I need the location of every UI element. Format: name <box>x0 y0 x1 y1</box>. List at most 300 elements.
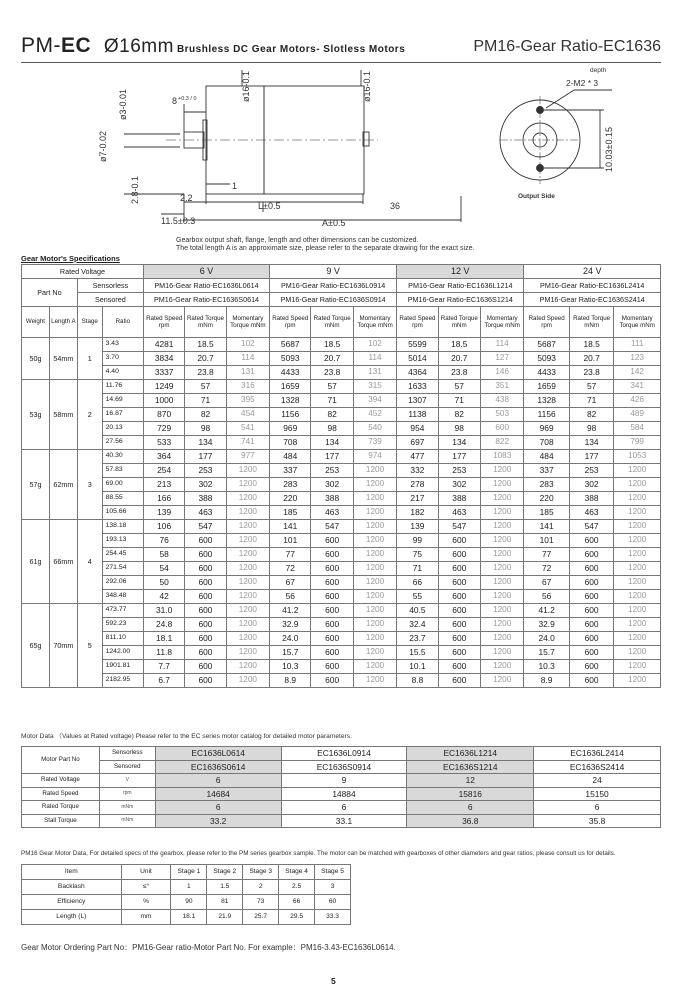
gear-cell: Length (L) <box>22 910 122 925</box>
momentary-cell: 1200 <box>614 590 661 604</box>
torque-cell: 600 <box>569 548 613 562</box>
momentary-cell: 1200 <box>480 590 523 604</box>
torque-cell: 18.5 <box>569 338 613 352</box>
torque-cell: 23.8 <box>311 366 353 380</box>
momentary-cell: 1200 <box>480 548 523 562</box>
motor-value-cell: 33.2 <box>155 814 281 828</box>
torque-cell: 600 <box>438 618 480 632</box>
momentary-cell: 974 <box>353 450 396 464</box>
motor-body <box>22 774 661 828</box>
motor-value-cell: 36.8 <box>407 814 534 828</box>
gear-header-cell: Unit <box>121 865 171 880</box>
speed-cell: 40.5 <box>397 604 438 618</box>
speed-cell: 213 <box>143 478 184 492</box>
momentary-cell: 111 <box>614 338 661 352</box>
momentary-cell: 1200 <box>480 520 523 534</box>
page-number: 5 <box>331 976 336 986</box>
part-sensored-12: PM16-Gear Ratio-EC1636S1214 <box>397 293 524 307</box>
momentary-cell: 1200 <box>226 590 269 604</box>
gear-cell: 21.9 <box>207 910 243 925</box>
momentary-cell: 1200 <box>614 674 661 688</box>
table-row <box>22 632 661 646</box>
momentary-cell: 1200 <box>353 534 396 548</box>
momentary-cell: 1200 <box>353 562 396 576</box>
speed-cell: 4433 <box>270 366 311 380</box>
dim-depth: depth <box>590 67 607 74</box>
motor-value-cell: 6 <box>155 774 281 788</box>
speed-cell: 278 <box>397 478 438 492</box>
torque-cell: 600 <box>311 618 353 632</box>
momentary-cell: 1200 <box>480 562 523 576</box>
speed-cell: 106 <box>143 520 184 534</box>
motor-value-cell: 24 <box>534 774 661 788</box>
torque-cell: 98 <box>438 422 480 436</box>
torque-cell: 600 <box>569 534 613 548</box>
gear-cell: 33.3 <box>315 910 351 925</box>
speed-cell: 24.0 <box>270 632 311 646</box>
momentary-cell: 1200 <box>226 604 269 618</box>
speed-cell: 1659 <box>270 380 311 394</box>
length-header: Length A <box>49 307 77 338</box>
gear-cell: 1 <box>171 880 207 895</box>
torque-cell: 600 <box>185 660 226 674</box>
momentary-cell: 1200 <box>226 548 269 562</box>
momentary-cell: 1200 <box>614 576 661 590</box>
gear-cell: 60 <box>315 895 351 910</box>
torque-cell: 177 <box>569 450 613 464</box>
torque-cell: 600 <box>311 604 353 618</box>
momentary-cell: 600 <box>480 422 523 436</box>
speed-cell: 708 <box>270 436 311 450</box>
dim-d16b: ø16-0.1 <box>362 70 372 102</box>
momentary-cell: 1200 <box>226 506 269 520</box>
gear-cell: 66 <box>279 895 315 910</box>
speed-cell: 283 <box>524 478 569 492</box>
speed-cell: 8.9 <box>524 674 569 688</box>
momentary-cell: 1200 <box>226 520 269 534</box>
title-prefix: PM- <box>21 34 61 57</box>
speed-cell: 1328 <box>524 394 569 408</box>
speed-cell: 185 <box>270 506 311 520</box>
momentary-cell: 1200 <box>614 534 661 548</box>
speed-cell: 139 <box>397 520 438 534</box>
momentary-cell: 1200 <box>614 646 661 660</box>
table-row <box>22 562 661 576</box>
speed-cell: 4433 <box>524 366 569 380</box>
speed-cell: 99 <box>397 534 438 548</box>
torque-cell: 23.8 <box>438 366 480 380</box>
table-row <box>22 576 661 590</box>
dim-one: 1 <box>232 181 238 191</box>
torque-cell: 600 <box>438 604 480 618</box>
speed-cell: 954 <box>397 422 438 436</box>
gear-cell: Backlash <box>22 880 122 895</box>
gear-cell: 18.1 <box>171 910 207 925</box>
speed-cell: 77 <box>270 548 311 562</box>
momentary-cell: 1200 <box>480 576 523 590</box>
torque-header: Rated Torque mNm <box>311 307 353 338</box>
ordering-note: Gear Motor Ordering Part No：PM16-Gear ratio-Motor Part No. For example：PM16-3.43-EC1636L0614. <box>21 943 396 952</box>
motor-part-label: Motor Part No <box>22 747 100 774</box>
momentary-cell: 102 <box>226 338 269 352</box>
group-stage: 3 <box>77 450 102 520</box>
torque-cell: 600 <box>311 590 353 604</box>
table-row <box>22 338 661 352</box>
speed-cell: 217 <box>397 492 438 506</box>
speed-cell: 220 <box>524 492 569 506</box>
momentary-cell: 1200 <box>353 632 396 646</box>
torque-cell: 463 <box>311 506 353 520</box>
torque-cell: 600 <box>569 646 613 660</box>
momentary-cell: 1200 <box>614 464 661 478</box>
momentary-cell: 114 <box>353 352 396 366</box>
speed-cell: 67 <box>524 576 569 590</box>
rated-voltage-label: Rated Voltage <box>22 265 144 279</box>
speed-cell: 3834 <box>143 352 184 366</box>
gear-header-cell: Stage 1 <box>171 865 207 880</box>
speed-cell: 72 <box>524 562 569 576</box>
speed-cell: 185 <box>524 506 569 520</box>
torque-cell: 71 <box>311 394 353 408</box>
momentary-cell: 1200 <box>353 464 396 478</box>
torque-cell: 71 <box>438 394 480 408</box>
gear-cell: 2.5 <box>279 880 315 895</box>
momentary-cell: 822 <box>480 436 523 450</box>
momentary-cell: 1200 <box>353 660 396 674</box>
table-row <box>22 660 661 674</box>
momentary-cell: 1200 <box>480 478 523 492</box>
speed-cell: 32.9 <box>524 618 569 632</box>
ratio-cell: 69.00 <box>102 478 143 492</box>
motor-sensorless-label: Sensorless <box>99 747 155 761</box>
torque-cell: 600 <box>438 632 480 646</box>
torque-cell: 134 <box>311 436 353 450</box>
ratio-cell: 193.13 <box>102 534 143 548</box>
torque-cell: 600 <box>185 562 226 576</box>
torque-cell: 600 <box>569 660 613 674</box>
voltage-12: 12 V <box>397 265 524 279</box>
momentary-cell: 351 <box>480 380 523 394</box>
speed-header: Rated Speed rpm <box>524 307 569 338</box>
speed-cell: 71 <box>397 562 438 576</box>
speed-cell: 1000 <box>143 394 184 408</box>
table-row <box>22 422 661 436</box>
speed-cell: 50 <box>143 576 184 590</box>
speed-cell: 5093 <box>270 352 311 366</box>
motor-sensorless-24: EC1636L2414 <box>534 747 661 761</box>
speed-cell: 5093 <box>524 352 569 366</box>
torque-cell: 388 <box>311 492 353 506</box>
momentary-cell: 1200 <box>480 464 523 478</box>
torque-cell: 98 <box>569 422 613 436</box>
group-weight: 50g <box>22 338 50 380</box>
momentary-cell: 1200 <box>226 660 269 674</box>
speed-cell: 10.3 <box>270 660 311 674</box>
table-row <box>22 408 661 422</box>
momentary-header: Momentary Torque mNm <box>614 307 661 338</box>
speed-cell: 697 <box>397 436 438 450</box>
speed-cell: 182 <box>397 506 438 520</box>
speed-cell: 32.4 <box>397 618 438 632</box>
momentary-cell: 394 <box>353 394 396 408</box>
spec-body <box>22 338 661 688</box>
momentary-cell: 102 <box>353 338 396 352</box>
torque-cell: 600 <box>438 548 480 562</box>
table-row <box>22 548 661 562</box>
speed-cell: 484 <box>270 450 311 464</box>
part-sensorless-12: PM16-Gear Ratio-EC1636L1214 <box>397 279 524 293</box>
momentary-cell: 1200 <box>480 618 523 632</box>
ratio-cell: 254.45 <box>102 548 143 562</box>
table-row <box>22 895 351 910</box>
momentary-cell: 1200 <box>614 548 661 562</box>
torque-cell: 253 <box>311 464 353 478</box>
torque-cell: 600 <box>569 674 613 688</box>
torque-cell: 463 <box>569 506 613 520</box>
torque-cell: 71 <box>569 394 613 408</box>
product-title <box>21 34 405 58</box>
torque-cell: 600 <box>311 534 353 548</box>
speed-cell: 18.1 <box>143 632 184 646</box>
motor-value-cell: 6 <box>534 801 661 815</box>
ratio-cell: 138.18 <box>102 520 143 534</box>
torque-cell: 600 <box>569 590 613 604</box>
motor-value-cell: 15816 <box>407 787 534 801</box>
momentary-cell: 1200 <box>226 534 269 548</box>
speed-cell: 101 <box>270 534 311 548</box>
speed-cell: 41.2 <box>270 604 311 618</box>
speed-cell: 42 <box>143 590 184 604</box>
momentary-cell: 146 <box>480 366 523 380</box>
speed-cell: 24.8 <box>143 618 184 632</box>
torque-cell: 57 <box>438 380 480 394</box>
speed-cell: 56 <box>524 590 569 604</box>
speed-cell: 870 <box>143 408 184 422</box>
motor-value-cell: 6 <box>155 801 281 815</box>
ratio-cell: 2182.95 <box>102 674 143 688</box>
torque-cell: 600 <box>185 534 226 548</box>
torque-cell: 600 <box>185 674 226 688</box>
speed-cell: 220 <box>270 492 311 506</box>
gear-table <box>21 864 351 925</box>
gear-cell: 81 <box>207 895 243 910</box>
momentary-header: Momentary Torque mNm <box>226 307 269 338</box>
table-row <box>22 352 661 366</box>
speed-cell: 708 <box>524 436 569 450</box>
sensored-label: Sensored <box>77 293 143 307</box>
motor-row-label: Rated Torque <box>22 801 100 815</box>
torque-cell: 600 <box>569 562 613 576</box>
torque-cell: 600 <box>438 562 480 576</box>
momentary-cell: 438 <box>480 394 523 408</box>
ratio-cell: 11.76 <box>102 380 143 394</box>
stage-header: Stage <box>77 307 102 338</box>
table-row <box>22 464 661 478</box>
torque-cell: 547 <box>438 520 480 534</box>
speed-cell: 1138 <box>397 408 438 422</box>
torque-cell: 134 <box>438 436 480 450</box>
speed-cell: 76 <box>143 534 184 548</box>
torque-cell: 82 <box>311 408 353 422</box>
momentary-cell: 741 <box>226 436 269 450</box>
speed-cell: 7.7 <box>143 660 184 674</box>
motor-row-unit: rpm <box>99 787 155 801</box>
speed-cell: 5687 <box>524 338 569 352</box>
momentary-cell: 1200 <box>614 618 661 632</box>
momentary-cell: 341 <box>614 380 661 394</box>
dim-d16a: ø16-0.1 <box>241 70 251 102</box>
momentary-cell: 1200 <box>353 674 396 688</box>
gear-header-row <box>22 865 351 880</box>
torque-cell: 18.5 <box>185 338 226 352</box>
momentary-cell: 114 <box>226 352 269 366</box>
weight-header: Weight <box>22 307 50 338</box>
torque-header: Rated Torque mNm <box>569 307 613 338</box>
speed-header: Rated Speed rpm <box>143 307 184 338</box>
speed-cell: 337 <box>524 464 569 478</box>
motor-sensored-label: Sensored <box>99 760 155 774</box>
speed-header: Rated Speed rpm <box>270 307 311 338</box>
gear-cell: ≤° <box>121 880 171 895</box>
dim-thirtysix: 36 <box>390 201 401 211</box>
momentary-cell: 584 <box>614 422 661 436</box>
torque-header: Rated Torque mNm <box>438 307 480 338</box>
torque-cell: 600 <box>311 548 353 562</box>
momentary-cell: 1083 <box>480 450 523 464</box>
part-no-label: Part No <box>22 279 78 307</box>
voltage-6: 6 V <box>143 265 269 279</box>
momentary-cell: 1053 <box>614 450 661 464</box>
motor-row-label: Rated Voltage <box>22 774 100 788</box>
gear-cell: 90 <box>171 895 207 910</box>
speed-cell: 15.7 <box>524 646 569 660</box>
momentary-cell: 1200 <box>614 492 661 506</box>
gear-cell: 3 <box>315 880 351 895</box>
gear-cell: 73 <box>243 895 279 910</box>
table-row <box>22 394 661 408</box>
gear-cell: 2 <box>243 880 279 895</box>
ratio-cell: 14.69 <box>102 394 143 408</box>
momentary-cell: 1200 <box>353 506 396 520</box>
torque-cell: 600 <box>569 618 613 632</box>
momentary-cell: 1200 <box>614 632 661 646</box>
speed-cell: 6.7 <box>143 674 184 688</box>
dim-d3: ø3-0.01 <box>118 88 128 120</box>
torque-cell: 18.5 <box>438 338 480 352</box>
speed-cell: 32.9 <box>270 618 311 632</box>
torque-cell: 463 <box>185 506 226 520</box>
motor-value-cell: 12 <box>407 774 534 788</box>
note-line-2: The total length A is an approximate size, please refer to the separate drawing for the exact size. <box>176 245 475 252</box>
sensorless-label: Sensorless <box>77 279 143 293</box>
speed-cell: 1307 <box>397 394 438 408</box>
speed-cell: 254 <box>143 464 184 478</box>
torque-cell: 600 <box>311 674 353 688</box>
momentary-cell: 739 <box>353 436 396 450</box>
momentary-cell: 1200 <box>226 492 269 506</box>
speed-cell: 77 <box>524 548 569 562</box>
table-row <box>22 880 351 895</box>
momentary-cell: 1200 <box>353 492 396 506</box>
momentary-cell: 1200 <box>353 548 396 562</box>
torque-cell: 388 <box>185 492 226 506</box>
dim-twotwo: 2.2 <box>180 193 193 203</box>
group-weight: 53g <box>22 380 50 450</box>
momentary-cell: 1200 <box>480 674 523 688</box>
speed-header: Rated Speed rpm <box>397 307 438 338</box>
ratio-cell: 292.06 <box>102 576 143 590</box>
momentary-cell: 489 <box>614 408 661 422</box>
speed-cell: 8.9 <box>270 674 311 688</box>
gear-cell: Efficiency <box>22 895 122 910</box>
table-row <box>22 450 661 464</box>
momentary-cell: 1200 <box>480 646 523 660</box>
speed-cell: 332 <box>397 464 438 478</box>
speed-cell: 11.8 <box>143 646 184 660</box>
torque-cell: 302 <box>438 478 480 492</box>
torque-cell: 177 <box>185 450 226 464</box>
ratio-header: Ratio <box>102 307 143 338</box>
speed-cell: 8.8 <box>397 674 438 688</box>
momentary-cell: 452 <box>353 408 396 422</box>
group-stage: 2 <box>77 380 102 450</box>
motor-data-title: Motor Data （Values at Rated voltage) Please refer to the EC series motor catalog for detailed motor parameters. <box>21 733 352 740</box>
torque-cell: 177 <box>438 450 480 464</box>
speed-cell: 283 <box>270 478 311 492</box>
table-row <box>22 814 661 828</box>
table-row <box>22 506 661 520</box>
torque-cell: 57 <box>311 380 353 394</box>
momentary-cell: 1200 <box>480 632 523 646</box>
torque-cell: 547 <box>311 520 353 534</box>
group-length: 58mm <box>49 380 77 450</box>
motor-row-label: Stall Torque <box>22 814 100 828</box>
momentary-cell: 541 <box>226 422 269 436</box>
torque-cell: 57 <box>185 380 226 394</box>
dim-eight-tol: +0.3 / 0 <box>178 96 197 102</box>
momentary-cell: 1200 <box>226 464 269 478</box>
torque-cell: 20.7 <box>185 352 226 366</box>
speed-cell: 58 <box>143 548 184 562</box>
dim-ten: 10.03±0.15 <box>604 127 614 172</box>
momentary-cell: 123 <box>614 352 661 366</box>
ratio-cell: 40.30 <box>102 450 143 464</box>
table-row <box>22 774 661 788</box>
group-length: 70mm <box>49 604 77 688</box>
gear-body <box>22 865 351 925</box>
speed-cell: 10.1 <box>397 660 438 674</box>
speed-cell: 66 <box>397 576 438 590</box>
torque-cell: 547 <box>185 520 226 534</box>
momentary-cell: 1200 <box>614 506 661 520</box>
ratio-cell: 592.23 <box>102 618 143 632</box>
motor-sensorless-6: EC1636L0614 <box>155 747 281 761</box>
torque-cell: 82 <box>185 408 226 422</box>
speed-cell: 41.2 <box>524 604 569 618</box>
momentary-cell: 1200 <box>614 562 661 576</box>
torque-cell: 253 <box>438 464 480 478</box>
gear-header-cell: Stage 4 <box>279 865 315 880</box>
momentary-cell: 1200 <box>614 604 661 618</box>
torque-cell: 388 <box>438 492 480 506</box>
momentary-cell: 540 <box>353 422 396 436</box>
speed-cell: 364 <box>143 450 184 464</box>
torque-cell: 600 <box>311 660 353 674</box>
torque-cell: 600 <box>185 646 226 660</box>
table-row <box>22 646 661 660</box>
note-line-1: Gearbox output shaft, flange, length and other dimensions can be customized. <box>176 237 419 244</box>
voltage-24: 24 V <box>524 265 661 279</box>
